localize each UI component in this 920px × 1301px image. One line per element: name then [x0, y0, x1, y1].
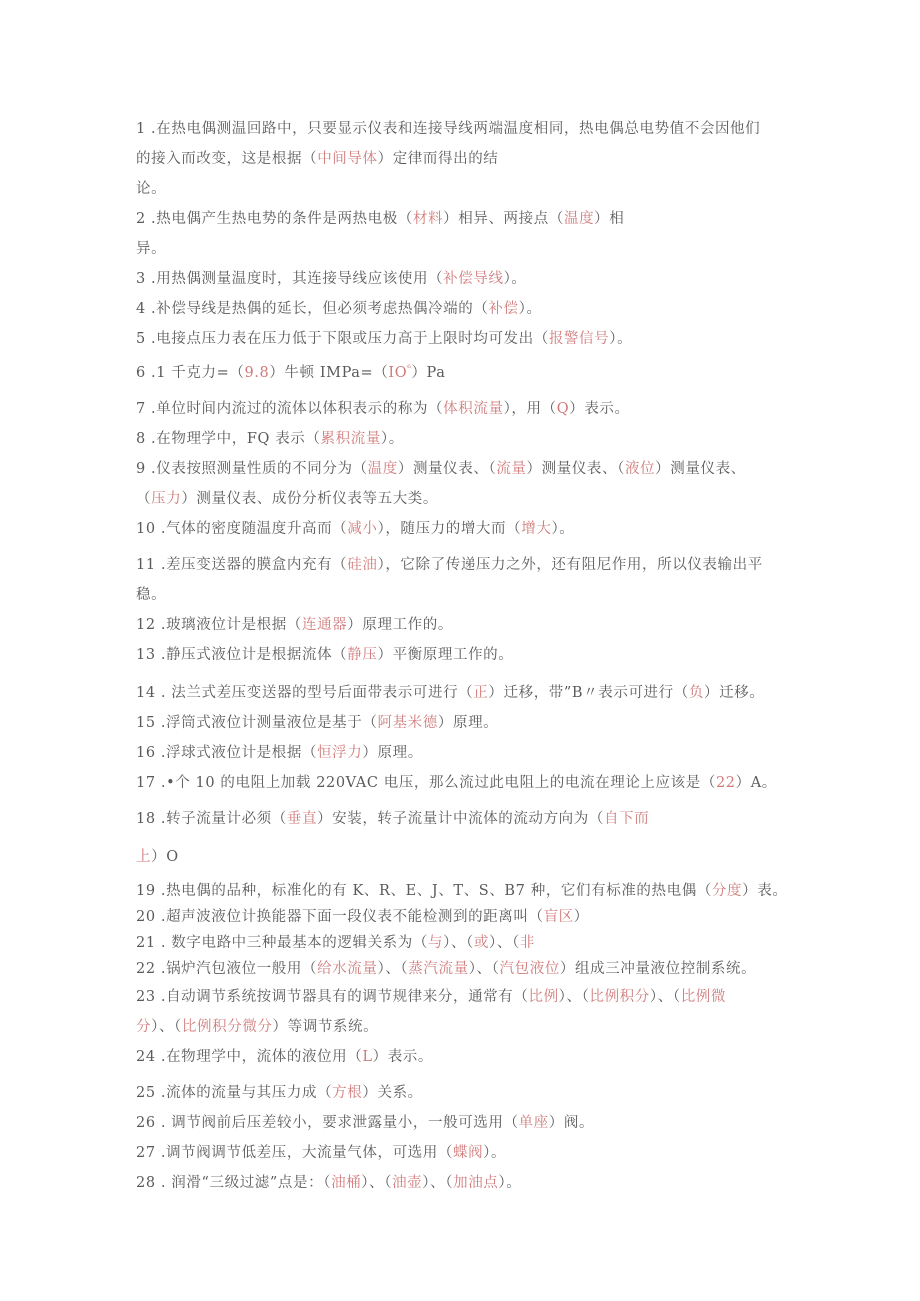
text-line [136, 400, 796, 418]
question-text: ）牛顿 IMPa=（ [269, 364, 389, 381]
answer-text: 加油点 [453, 1175, 499, 1191]
answer-text: 给水流量 [317, 961, 378, 977]
question-text: 论。 [136, 181, 167, 197]
question-text: ）原理。 [362, 745, 423, 761]
answer-text: 累积流量 [320, 431, 381, 447]
question-text: 5 .电接点压力表在压力低于下限或压力高于上限时均可发出（ [136, 331, 549, 347]
question-text: 18 .转子流量计必须（ [136, 811, 287, 827]
text-line [136, 520, 796, 538]
text-line [136, 616, 796, 634]
answer-text: 油桶 [331, 1175, 362, 1191]
question-text: 16 .浮球式液位计是根据（ [136, 745, 318, 761]
answer-text: 静压 [347, 647, 378, 663]
text-line [136, 556, 796, 574]
question-text: ）原理。 [437, 715, 499, 731]
question-text: 稳。 [136, 587, 167, 603]
answer-text: 报警信号 [548, 331, 610, 347]
text-line [136, 210, 796, 228]
text-line [136, 810, 796, 828]
text-line [136, 240, 796, 258]
answer-text: 蝶阀 [452, 1145, 484, 1161]
question-text: 1 .在热电偶测温回路中，只要显示仪表和连接导线两端温度相同，热电偶总电势值不会因他们 [136, 121, 761, 137]
question-text: ）A。 [735, 775, 777, 791]
question-text: ）表示。 [569, 401, 630, 417]
text-line [136, 460, 796, 478]
question-text: ）、（ [422, 1175, 454, 1191]
question-text: ），随压力的增大而（ [377, 521, 522, 537]
question-text: ）组成三冲量液位控制系统。 [559, 961, 757, 977]
answer-text: Q [556, 401, 570, 417]
question-text: ）、（ [489, 935, 520, 951]
question-text: ）。 [380, 431, 404, 447]
text-line [136, 1084, 796, 1102]
answer-text: IO [388, 364, 408, 381]
answer-text: 中间导体 [317, 151, 378, 167]
answer-text: 比例微 [680, 989, 727, 1005]
text-line [136, 1174, 796, 1192]
question-text: ）定律而得出的结 [377, 151, 499, 167]
question-text: 17 .•个 10 的电阻上加载 220VAC 电压，那么流过此电阻上的电流在理论上应该是（ [136, 775, 716, 791]
question-text: ）Pa [411, 364, 446, 381]
question-text: ）测量仪表、（ [526, 461, 625, 477]
question-text: 20 .超声波液位计换能器下面一段仪表不能检测到的距离叫（ [136, 909, 544, 925]
text-line [136, 774, 796, 792]
answer-text: 22 [715, 775, 736, 791]
answer-text: 自下而 [603, 811, 650, 827]
question-text: ）安装，转子流量计中流体的流动方向为（ [317, 811, 604, 827]
question-text: （ [136, 491, 152, 507]
question-text: 6 .1 千克力=（ [136, 364, 245, 381]
answer-text: 材料 [412, 211, 444, 227]
answer-text: 补偿 [488, 301, 519, 317]
answer-text: 盲区 [543, 909, 574, 925]
question-text: 4 .补偿导线是热偶的延长，但必须考虑热偶冷端的（ [136, 301, 489, 317]
question-text: 24 .在物理学中，流体的液位用（ [136, 1049, 363, 1065]
answer-text: 上 [136, 849, 152, 865]
text-line [136, 744, 796, 762]
question-text: 27 .调节阀调节低差压，大流量气体，可选用（ [136, 1145, 453, 1161]
answer-text: 流量 [496, 461, 527, 477]
question-text: 13 .静压式液位计是根据流体（ [136, 647, 348, 663]
text-line [136, 1114, 796, 1132]
answer-text: 垂直 [286, 811, 318, 827]
answer-text: 比例积分 [589, 989, 650, 1005]
text-line [136, 934, 796, 952]
text-line [136, 848, 796, 866]
answer-text: 单座 [518, 1115, 549, 1131]
text-line [136, 1048, 796, 1066]
question-text: ）阀。 [548, 1115, 595, 1131]
question-text: ）、（ [558, 989, 590, 1005]
question-text: ）平衡原理工作的。 [377, 647, 514, 663]
question-text: ）、（ [151, 1019, 182, 1035]
question-text: ）原理工作的。 [347, 617, 453, 633]
question-text: ）。 [503, 271, 527, 287]
text-line [136, 988, 796, 1006]
text-line [136, 1144, 796, 1162]
text-line [136, 714, 796, 732]
text-line [136, 490, 796, 508]
question-text: ）测量仪表、 [655, 461, 746, 477]
question-text: ）迁移。 [703, 685, 765, 701]
answer-text: 补偿导线 [443, 271, 504, 287]
question-text: 10 .气体的密度随温度升高而（ [136, 521, 348, 537]
question-text: ）表。 [742, 883, 788, 899]
answer-text: 汽包液位 [499, 961, 560, 977]
text-line [136, 430, 796, 448]
question-text: 22 .锅炉汽包液位一般用（ [136, 961, 318, 977]
question-text: ）表示。 [372, 1049, 434, 1065]
question-text: ）。 [483, 1145, 507, 1161]
question-text: 11 .差压变送器的膜盒内充有（ [136, 557, 348, 573]
question-text: 14 . 法兰式差压变送器的型号后面带表示可进行（ [136, 685, 474, 701]
answer-text: 负 [688, 685, 704, 701]
answer-text: 或 [473, 935, 490, 951]
text-line [136, 300, 796, 318]
answer-text: ⁶ [407, 364, 412, 374]
question-text: ）、（ [361, 1175, 393, 1191]
answer-text: 油壶 [392, 1175, 423, 1191]
text-line [136, 646, 796, 664]
text-line [136, 360, 796, 382]
question-text: 8 .在物理学中，FQ 表示（ [136, 431, 321, 447]
question-text: 15 .浮筒式液位计测量液位是基于（ [136, 715, 378, 731]
text-line [136, 120, 796, 138]
question-text: ），它除了传递压力之外，还有阻尼作用，所以仪表输出平 [377, 557, 763, 573]
question-text: ） [573, 909, 589, 925]
text-line [136, 586, 796, 604]
answer-text: 蒸汽流量 [408, 961, 469, 977]
answer-text: 温度 [563, 211, 595, 227]
question-text: ）。 [498, 1175, 522, 1191]
question-text: 23 .自动调节系统按调节器具有的调节规律来分，通常有（ [136, 989, 529, 1005]
question-text: 25 .流体的流量与其压力成（ [136, 1085, 333, 1101]
question-text: 19 .热电偶的品种，标准化的有 K、R、E、J、T、S、B7 种，它们有标准的热电偶（ [136, 883, 712, 899]
answer-text: 阿基米德 [377, 715, 438, 731]
question-text: 7 .单位时间内流过的流体以体积表示的称为（ [136, 401, 444, 417]
answer-text: 非 [519, 935, 535, 951]
question-text: ）关系。 [362, 1085, 423, 1101]
question-text: ）相异、两接点（ [443, 211, 564, 227]
answer-text: 体积流量 [443, 401, 504, 417]
answer-text: L [362, 1049, 373, 1065]
answer-text: 恒浮力 [317, 745, 363, 761]
question-text: ）、（ [443, 935, 474, 951]
question-text: 9 .仪表按照测量性质的不同分为（ [136, 461, 368, 477]
question-text: 3 .用热偶测量温度时，其连接导线应该使用（ [136, 271, 444, 287]
answer-text: 液位 [624, 461, 656, 477]
question-text: ）、（ [377, 961, 409, 977]
text-line [136, 882, 796, 900]
answer-text: 温度 [367, 461, 398, 477]
question-text: 26 . 调节阀前后压差较小，要求泄露量小，一般可选用（ [136, 1115, 519, 1131]
question-text: ）、（ [468, 961, 500, 977]
answer-text: 减小 [347, 521, 378, 537]
question-text: ）O [151, 849, 179, 865]
answer-text: 正 [473, 685, 489, 701]
question-text: ）、（ [649, 989, 681, 1005]
text-line [136, 330, 796, 348]
text-line [136, 270, 796, 288]
text-line [136, 150, 796, 168]
answer-text: 9.8 [244, 364, 270, 381]
question-text: 的接入而改变，这是根据（ [136, 151, 318, 167]
question-text: ），用（ [503, 401, 557, 417]
question-text: 21 . 数字电路中三种最基本的逻辑关系为（ [136, 935, 428, 951]
answer-text: 比例积分微分 [181, 1019, 273, 1035]
question-text: 异。 [136, 241, 167, 257]
question-text: ）测量仪表、（ [397, 461, 497, 477]
answer-text: 方根 [332, 1085, 363, 1101]
answer-text: 压力 [151, 491, 182, 507]
text-line [136, 1018, 796, 1036]
answer-text: 增大 [521, 521, 552, 537]
question-text: ）相 [594, 211, 625, 227]
answer-text: 硅油 [347, 557, 378, 573]
text-line [136, 684, 796, 702]
question-text: ）等调节系统。 [272, 1019, 379, 1035]
answer-text: 连通器 [301, 617, 348, 633]
answer-text: 与 [427, 935, 444, 951]
answer-text: 比例 [528, 989, 559, 1005]
question-text: ）。 [609, 331, 633, 347]
text-line [136, 960, 796, 978]
question-text: ）测量仪表、成份分析仪表等五大类。 [181, 491, 439, 507]
text-line [136, 180, 796, 198]
text-line [136, 908, 796, 926]
answer-text: 分 [136, 1019, 152, 1035]
question-text: ）。 [551, 521, 575, 537]
question-text: 12 .玻璃液位计是根据（ [136, 617, 302, 633]
question-text: ）。 [518, 301, 542, 317]
question-text: 2 .热电偶产生热电势的条件是两热电极（ [136, 211, 413, 227]
question-text: ）迁移，带”B〃表示可进行（ [488, 685, 689, 701]
question-text: 28 . 润滑“三级过滤”点是：（ [136, 1175, 332, 1191]
answer-text: 分度 [711, 883, 743, 899]
